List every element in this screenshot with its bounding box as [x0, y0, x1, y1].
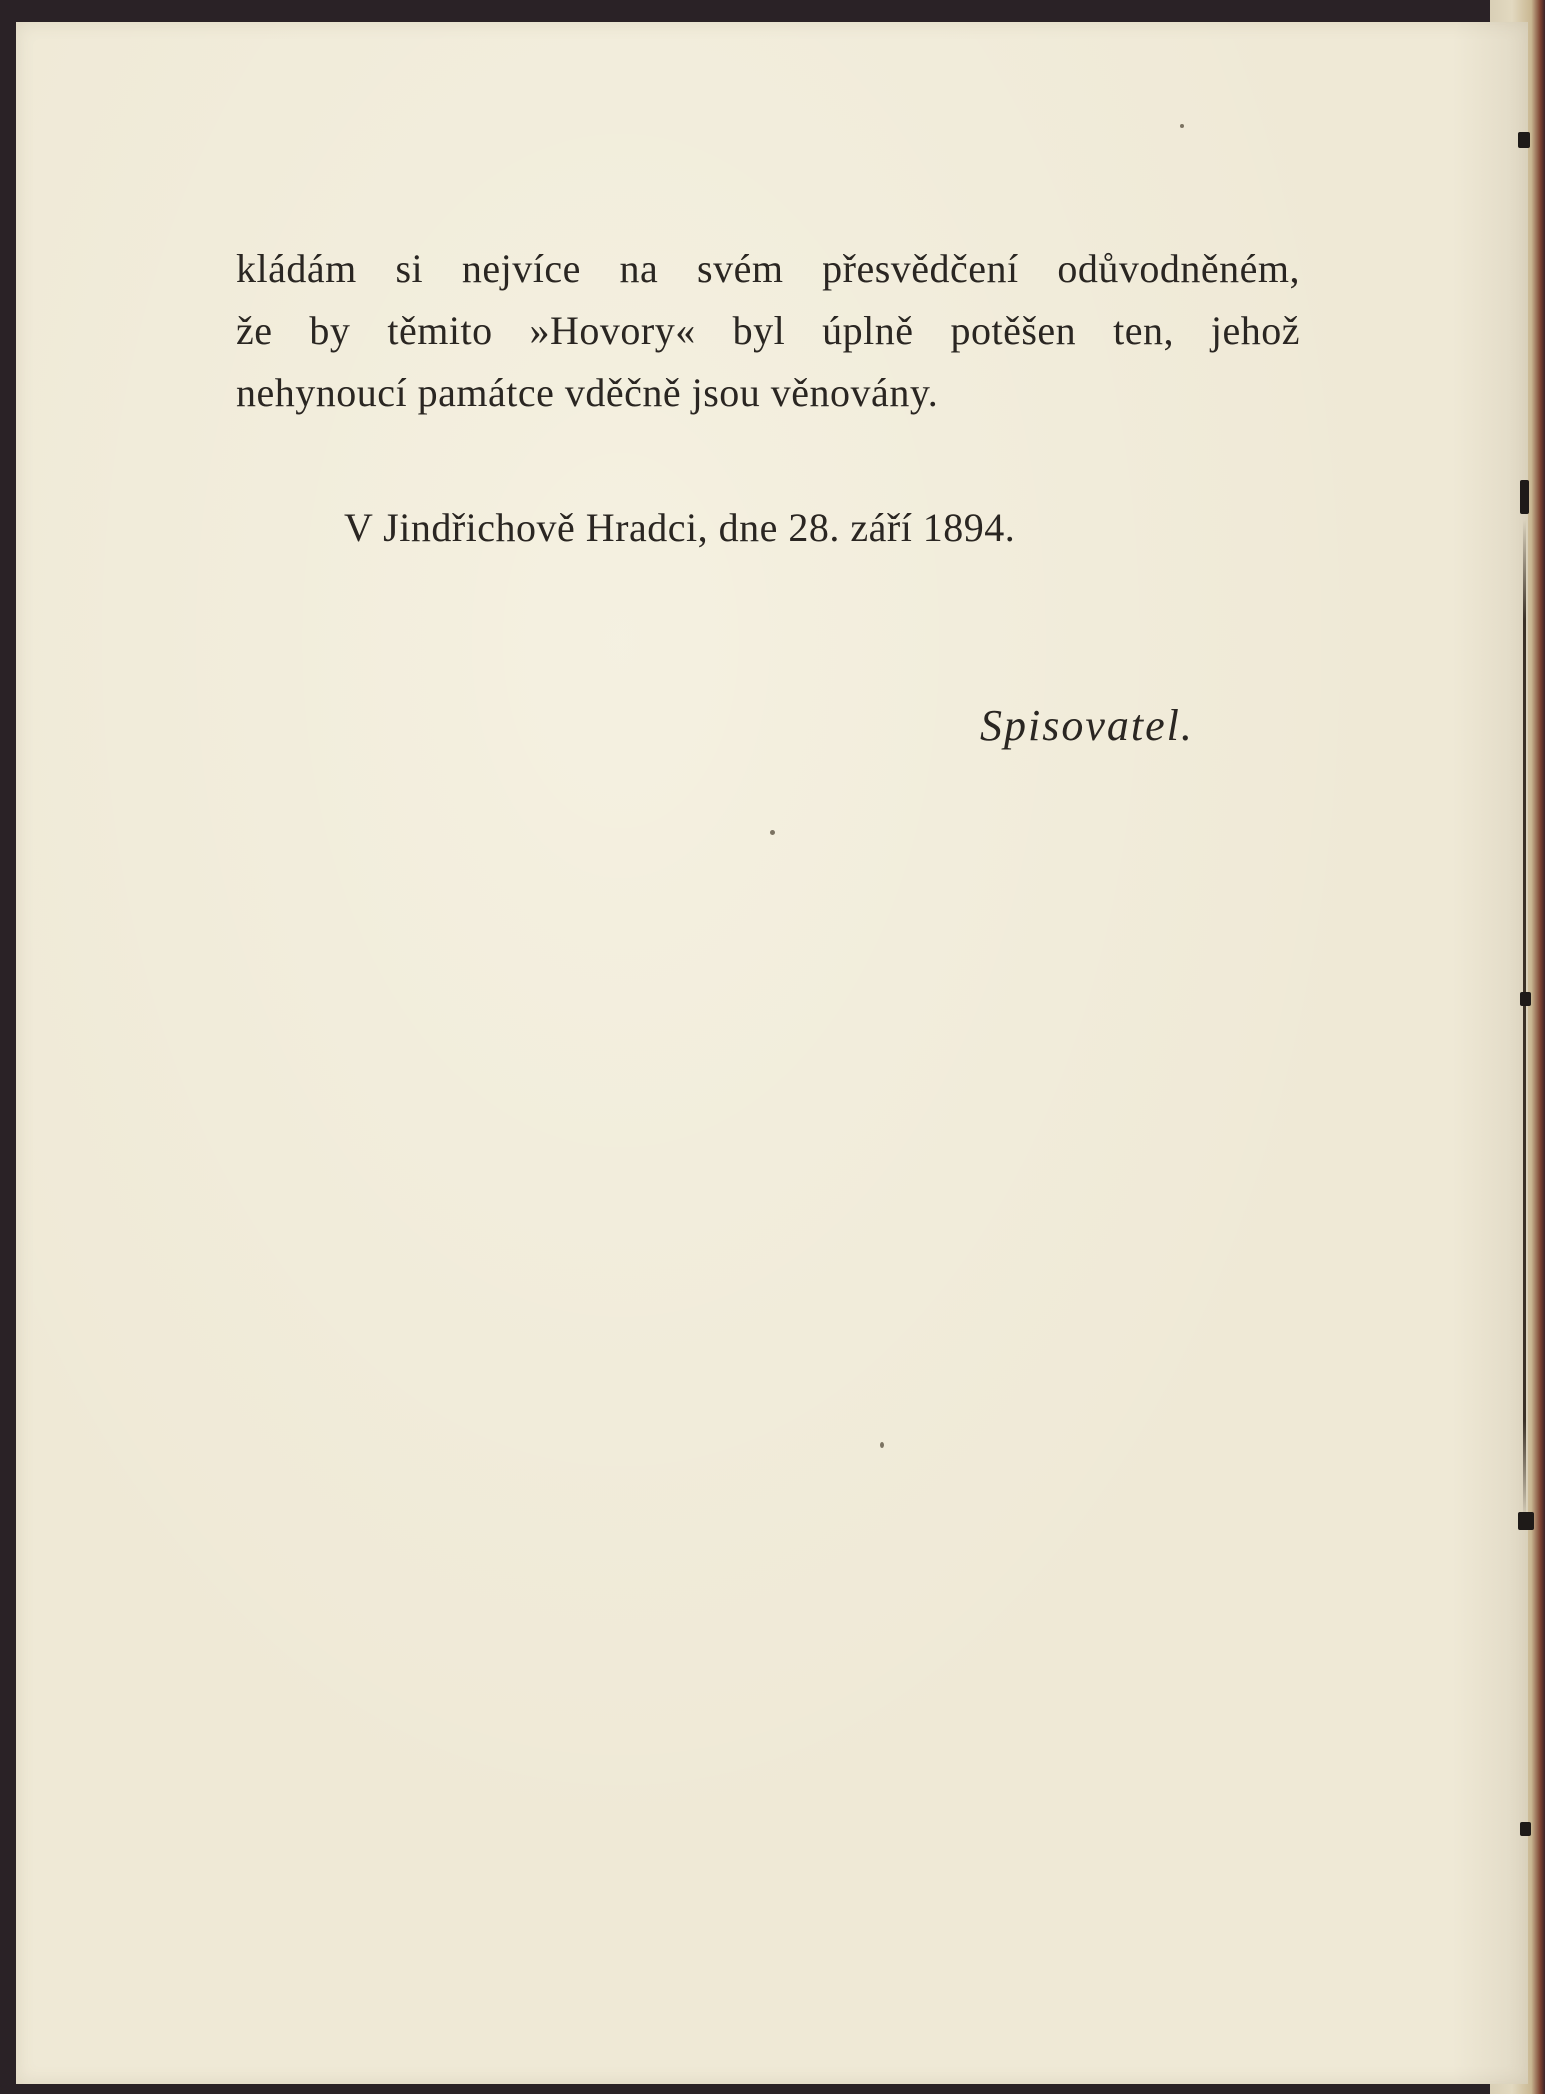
- paper-speck: [880, 1442, 884, 1448]
- paragraph-line: kládám si nejvíce na svém přesvědčení odůvodněném,: [236, 246, 1300, 291]
- body-paragraph: [236, 238, 1300, 424]
- margin-mark: [1520, 480, 1529, 514]
- margin-mark: [1520, 1822, 1531, 1836]
- dateline: V Jindřichově Hradci, dne 28. září 1894.: [344, 505, 1016, 550]
- signature: Spisovatel.: [980, 701, 1194, 750]
- paper-speck: [770, 830, 775, 835]
- margin-mark: [1518, 132, 1530, 148]
- paper-speck: [1180, 124, 1184, 128]
- margin-mark: [1520, 992, 1531, 1006]
- paragraph-line: že by těmito »Hovory« byl úplně potěšen ten, jehož: [236, 308, 1300, 353]
- page-edge-line: [1523, 520, 1526, 1520]
- paragraph-line: nehynoucí památce vděčně jsou věnovány.: [236, 370, 939, 415]
- margin-mark: [1518, 1512, 1534, 1530]
